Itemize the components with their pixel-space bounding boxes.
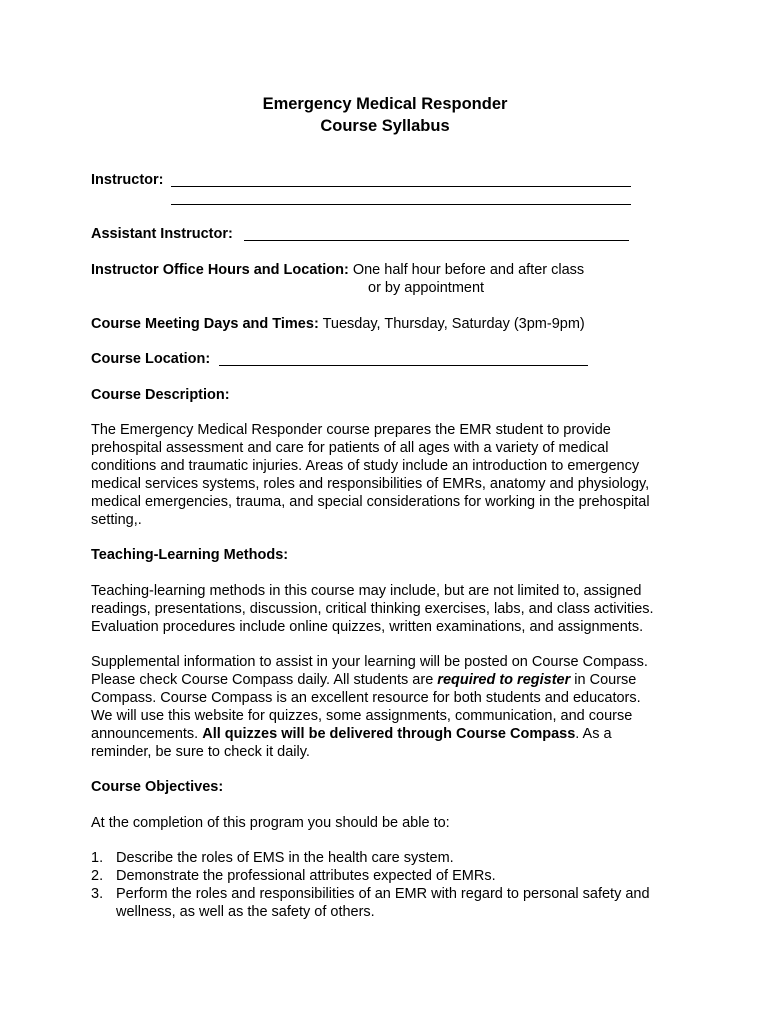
description-line: medical emergencies, trauma, and special considerations for working in the prehospital <box>91 494 650 510</box>
location-label: Course Location: <box>91 351 211 367</box>
methods-line: announcements. All quizzes will be delivered through Course Compass. As a <box>91 726 612 742</box>
list-number: 3. <box>91 886 104 902</box>
assistant-instructor-blank-line <box>244 240 629 241</box>
office-hours-label: Instructor Office Hours and Location: <box>91 262 349 278</box>
instructor-label: Instructor: <box>91 172 164 188</box>
methods-line: We will use this website for quizzes, some assignments, communication, and course <box>91 708 633 724</box>
office-hours-value-cont: or by appointment <box>368 280 485 296</box>
description-heading: Course Description: <box>91 387 230 403</box>
list-text: Demonstrate the professional attributes expected of EMRs. <box>116 868 496 884</box>
instructor-blank-line-1 <box>171 186 631 187</box>
methods-line: reminder, be sure to check it daily. <box>91 744 310 760</box>
methods-line: Evaluation procedures include online quizzes, written examinations, and assignments. <box>91 619 644 635</box>
description-paragraph <box>91 421 691 529</box>
objectives-intro: At the completion of this program you should be able to: <box>91 815 450 831</box>
methods-line: Teaching-learning methods in this course may include, but are not limited to, assigned <box>91 583 642 599</box>
list-number: 2. <box>91 868 104 884</box>
document-subtitle: Course Syllabus <box>320 117 450 135</box>
meeting-label: Course Meeting Days and Times: <box>91 316 319 332</box>
list-item <box>91 867 496 885</box>
objectives-heading: Course Objectives: <box>91 779 224 795</box>
methods-paragraph-1 <box>91 582 691 636</box>
office-hours-row <box>91 261 584 279</box>
list-number: 1. <box>91 850 104 866</box>
description-line: setting,. <box>91 512 142 528</box>
list-item <box>91 885 650 903</box>
methods-line: Compass. Course Compass is an excellent resource for both students and educators. <box>91 690 641 706</box>
list-text-cont: wellness, as well as the safety of others. <box>116 904 375 920</box>
meeting-row <box>91 315 585 333</box>
description-line: prehospital assessment and care for patients of all ages with a variety of medical <box>91 440 609 456</box>
list-text: Describe the roles of EMS in the health care system. <box>116 850 454 866</box>
methods-heading: Teaching-Learning Methods: <box>91 547 289 563</box>
office-hours-value: One half hour before and after class <box>352 262 585 278</box>
methods-line: readings, presentations, discussion, critical thinking exercises, labs, and class activities. <box>91 601 654 617</box>
description-line: conditions and traumatic injuries. Areas of study include an introduction to emergency <box>91 458 640 474</box>
description-line: medical services systems, roles and responsibilities of EMRs, anatomy and physiology, <box>91 476 650 492</box>
instructor-blank-line-2 <box>171 204 631 205</box>
required-to-register-emphasis: required to register <box>437 672 571 688</box>
methods-line: Please check Course Compass daily. All students are required to register in Course <box>91 672 637 688</box>
methods-line: Supplemental information to assist in your learning will be posted on Course Compass. <box>91 654 648 670</box>
location-blank-line <box>219 365 588 366</box>
description-line: The Emergency Medical Responder course prepares the EMR student to provide <box>91 422 611 438</box>
document-title: Emergency Medical Responder <box>262 95 508 113</box>
meeting-value: Tuesday, Thursday, Saturday (3pm-9pm) <box>322 316 585 332</box>
assistant-instructor-label: Assistant Instructor: <box>91 226 233 242</box>
methods-paragraph-2 <box>91 653 691 761</box>
quizzes-emphasis: All quizzes will be delivered through Course Compass <box>202 726 576 742</box>
list-text: Perform the roles and responsibilities of an EMR with regard to personal safety and <box>116 886 650 902</box>
list-item <box>91 849 454 867</box>
